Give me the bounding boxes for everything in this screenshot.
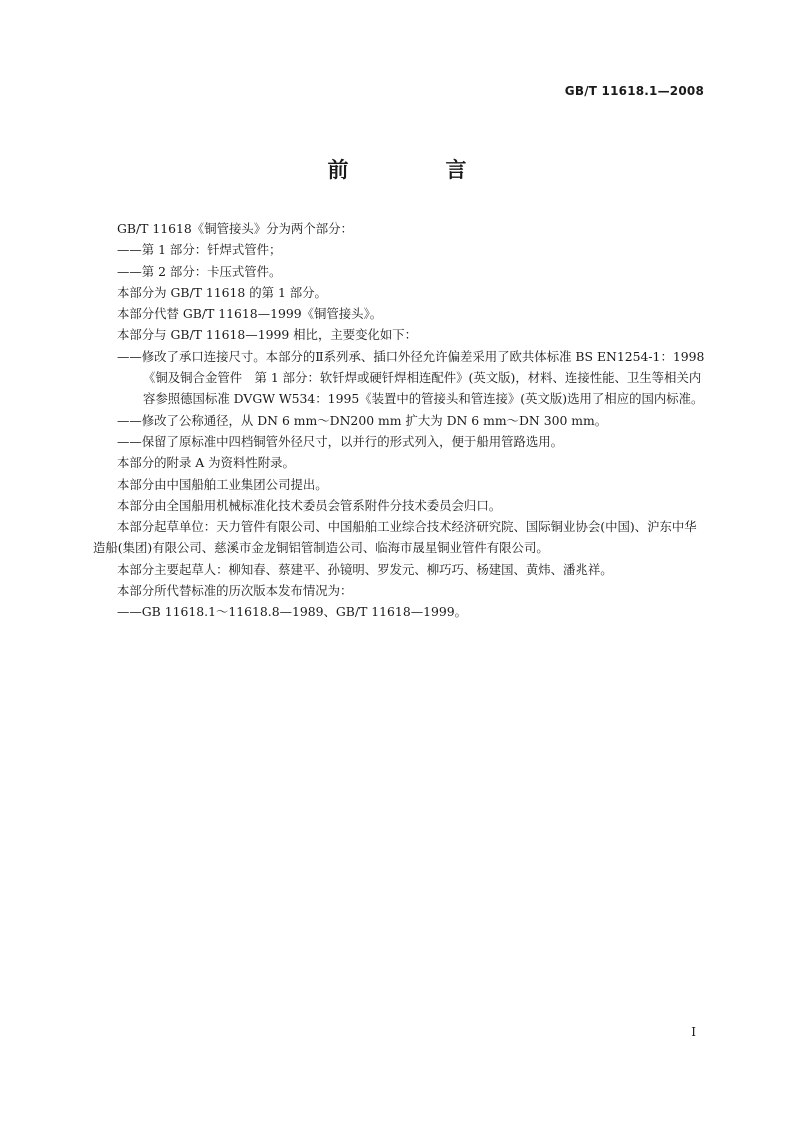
dash-item: ——保留了原标准中四档铜管外径尺寸，以并行的形式列入，便于船用管路选用。 (117, 433, 564, 449)
paragraph: 本部分与 GB/T 11618—1999 相比，主要变化如下： (117, 327, 418, 343)
standard-code: GB/T 11618.1—2008 (564, 84, 704, 98)
paragraph: 本部分起草单位：天力管件有限公司、中国船舶工业综合技术经济研究院、国际铜业协会(中国)、沪东中华造船(集团)有限公司、慈溪市金龙铜铝管制造公司、临海市晟星铜业管件有限公司。 (93, 519, 697, 556)
paragraph: 本部分由中国船舶工业集团公司提出。 (117, 476, 328, 492)
paragraph: 本部分为 GB/T 11618 的第 1 部分。 (117, 284, 327, 300)
page-number: I (691, 1025, 696, 1039)
dash-item: ——GB 11618.1～11618.8—1989、GB/T 11618—1999。 (117, 604, 468, 620)
paragraph: 本部分所代替标准的历次版本发布情况为： (117, 583, 353, 599)
paragraph: 本部分代替 GB/T 11618—1999《铜管接头》。 (117, 306, 383, 322)
foreword-body (93, 218, 707, 623)
paragraph: 本部分由全国船用机械标准化技术委员会管系附件分技术委员会归口。 (117, 497, 502, 513)
paragraph: 本部分主要起草人：柳知春、蔡建平、孙镜明、罗发元、柳巧巧、杨建国、黄炜、潘兆祥。 (117, 561, 613, 577)
paragraph: 本部分的附录 A 为资料性附录。 (117, 455, 295, 471)
dash-item: ——修改了承口连接尺寸。本部分的Ⅱ系列承、插口外径允许偏差采用了欧共体标准 BS EN1254-1：1998《铜及铜合金管件 第 1 部分：软钎焊或硬钎焊相连配件》(英文版)，材料、连接性能、卫生等相关内容参照德国标准 DVGW W534：1995《装置中的管接头和管连接》(英文版)选用了相应的国内标准。 (117, 348, 705, 407)
dash-item: ——第 2 部分：卡压式管件。 (117, 263, 282, 279)
page-title: 前 言 (327, 158, 505, 182)
dash-item: ——修改了公称通径，从 DN 6 mm～DN200 mm 扩大为 DN 6 mm～DN 300 mm。 (117, 412, 608, 428)
paragraph: GB/T 11618《铜管接头》分为两个部分： (117, 221, 353, 236)
dash-item: ——第 1 部分：钎焊式管件； (117, 242, 282, 258)
